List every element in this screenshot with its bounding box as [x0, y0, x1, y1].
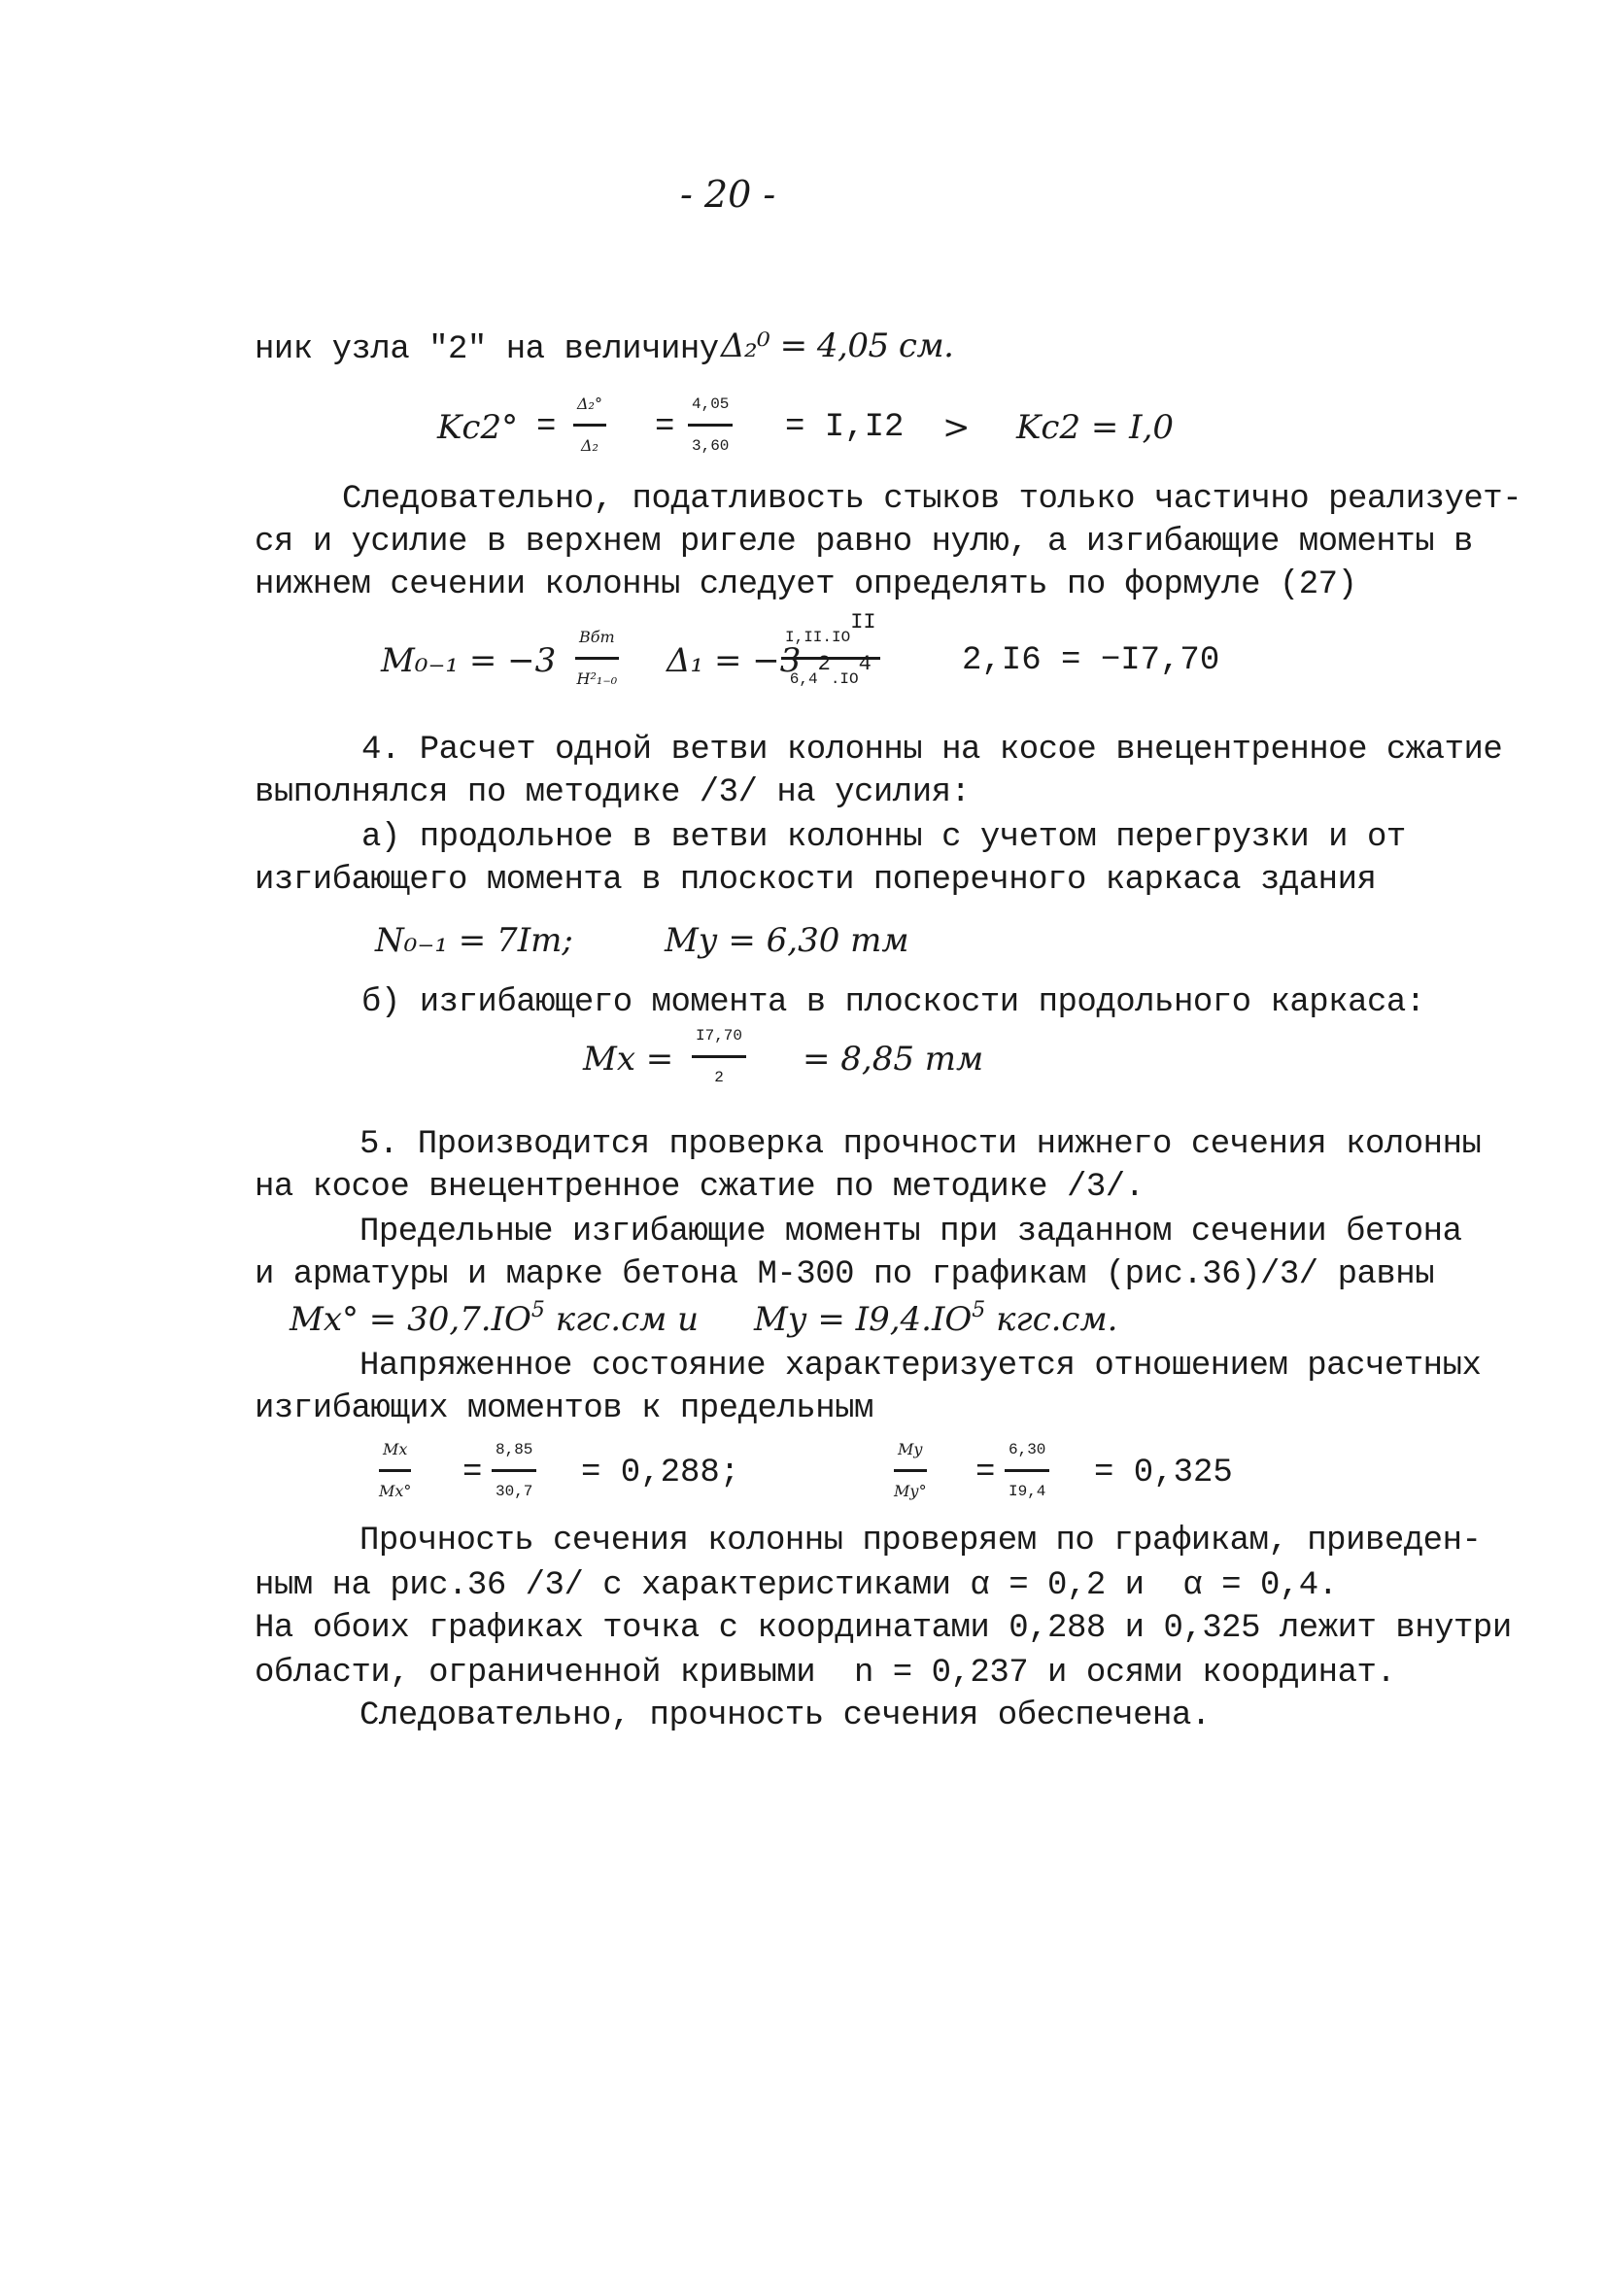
- denominator: Δ₂: [581, 436, 598, 455]
- denominator: 30,7: [496, 1483, 533, 1500]
- comparison-sign: >: [942, 408, 971, 447]
- denominator: H²₁₋₀: [576, 669, 618, 688]
- fraction: [1005, 1430, 1049, 1511]
- fraction: [575, 618, 619, 699]
- text-line: выполнялся по методике /3/ на усилия:: [255, 774, 971, 811]
- numerator: Mx: [379, 1430, 411, 1472]
- formula-lhs: M₀₋₁ = −3: [381, 641, 557, 680]
- page-number: - 20 -: [680, 173, 776, 216]
- numerator: 8,85: [492, 1430, 536, 1472]
- denominator: 3,60: [692, 437, 730, 455]
- handwritten-formula: Δ₂⁰ = 4,05 см.: [721, 326, 954, 365]
- text-line: Напряженное состояние характеризуется отношением расчетных: [359, 1348, 1482, 1385]
- numerator: Δ₂°: [573, 385, 606, 427]
- text-line: на косое внецентренное сжатие по методике /3/.: [255, 1169, 1145, 1206]
- formula: [290, 1300, 699, 1339]
- fraction: [573, 385, 606, 465]
- formula-part: Δ₁ = −3: [667, 641, 802, 680]
- unit-text: кгс.см.: [996, 1300, 1118, 1339]
- text-line: области, ограниченной кривыми n = 0,237 и осями координат.: [255, 1655, 1396, 1692]
- formula-result: = 8,85 тм: [803, 1040, 984, 1079]
- exponent: 2: [817, 652, 831, 676]
- denominator-text: 6,4: [789, 670, 818, 688]
- text-line: Прочность сечения колонны проверяем по графикам, приведен-: [359, 1523, 1482, 1559]
- text-line: б) изгибающего момента в плоскости продольного каркаса:: [361, 984, 1425, 1021]
- equals-sign: =: [462, 1455, 483, 1491]
- fraction: [781, 610, 880, 699]
- formula: [754, 1300, 1117, 1339]
- formula-lhs: Kc2°: [437, 408, 519, 447]
- denominator: Mx°: [379, 1482, 412, 1500]
- text-line: и арматуры и марке бетона М-300 по графикам (рис.36)/3/ равны: [255, 1256, 1435, 1293]
- text-line: Следовательно, прочность сечения обеспечена.: [359, 1697, 1211, 1734]
- fraction: [379, 1430, 411, 1511]
- fraction: [692, 1016, 746, 1097]
- formula-lhs: Mx =: [583, 1040, 674, 1079]
- numerator-text: I,II.IO: [785, 629, 851, 646]
- text-line: 5. Производится проверка прочности нижнего сечения колонны: [359, 1126, 1482, 1163]
- equals-sign: =: [536, 409, 557, 446]
- text-line: ся и усилие в верхнем ригеле равно нулю, а изгибающие моменты в: [255, 524, 1473, 561]
- exponent: II: [850, 610, 876, 634]
- formula-result: 2,I6 = −I7,70: [962, 642, 1220, 679]
- text-line: ник узла "2" на величину: [255, 331, 719, 368]
- numerator: I7,70: [692, 1016, 746, 1058]
- text-line: изгибающего момента в плоскости поперечного каркаса здания: [255, 862, 1377, 899]
- numerator: Bбт: [575, 618, 619, 660]
- formula-result: = 0,325: [1094, 1455, 1233, 1491]
- denominator: [789, 652, 872, 699]
- denominator: Mу°: [894, 1482, 927, 1500]
- exponent: 4: [858, 652, 872, 676]
- fraction: [894, 1430, 927, 1511]
- numerator: 4,05: [688, 385, 733, 427]
- unit-text: кгс.см и: [555, 1300, 700, 1339]
- numerator: 6,30: [1005, 1430, 1049, 1472]
- formula-result: = I,I2: [785, 409, 905, 446]
- text-line: На обоих графиках точка с координатами 0,288 и 0,325 лежит внутри: [255, 1610, 1512, 1647]
- text-line: изгибающих моментов к предельным: [255, 1390, 873, 1427]
- numerator: Mу: [894, 1430, 927, 1472]
- fraction: [492, 1430, 536, 1511]
- text-line: Предельные изгибающие моменты при заданном сечении бетона: [359, 1214, 1462, 1251]
- text-line: а) продольное в ветви колонны с учетом перегрузки и от: [361, 819, 1406, 856]
- text-line: 4. Расчет одной ветви колонны на косое внецентренное сжатие: [361, 732, 1503, 769]
- formula: N₀₋₁ = 7Iт;: [375, 921, 573, 960]
- exponent: 5: [972, 1298, 986, 1322]
- text-line: Следовательно, податливость стыков только частично реализует-: [342, 481, 1522, 518]
- formula-text: Mу = I9,4.IO: [754, 1300, 973, 1339]
- equals-sign: =: [975, 1455, 996, 1491]
- denominator: 2: [714, 1069, 724, 1086]
- denominator: I9,4: [1009, 1483, 1046, 1500]
- formula-rhs: Kc2 = I,0: [1016, 408, 1175, 447]
- formula-text: Mx° = 30,7.IO: [290, 1300, 531, 1339]
- formula-result: = 0,288;: [581, 1455, 740, 1491]
- equals-sign: =: [655, 409, 675, 446]
- text-line: нижнем сечении колонны следует определять по формуле (27): [255, 566, 1357, 603]
- denominator-text: .IO: [830, 670, 859, 688]
- exponent: 5: [530, 1298, 545, 1322]
- text-line: ным на рис.36 /3/ с характеристиками α = 0,2 и α = 0,4.: [255, 1567, 1338, 1604]
- formula: Mу = 6,30 тм: [665, 921, 909, 960]
- fraction: [688, 385, 733, 465]
